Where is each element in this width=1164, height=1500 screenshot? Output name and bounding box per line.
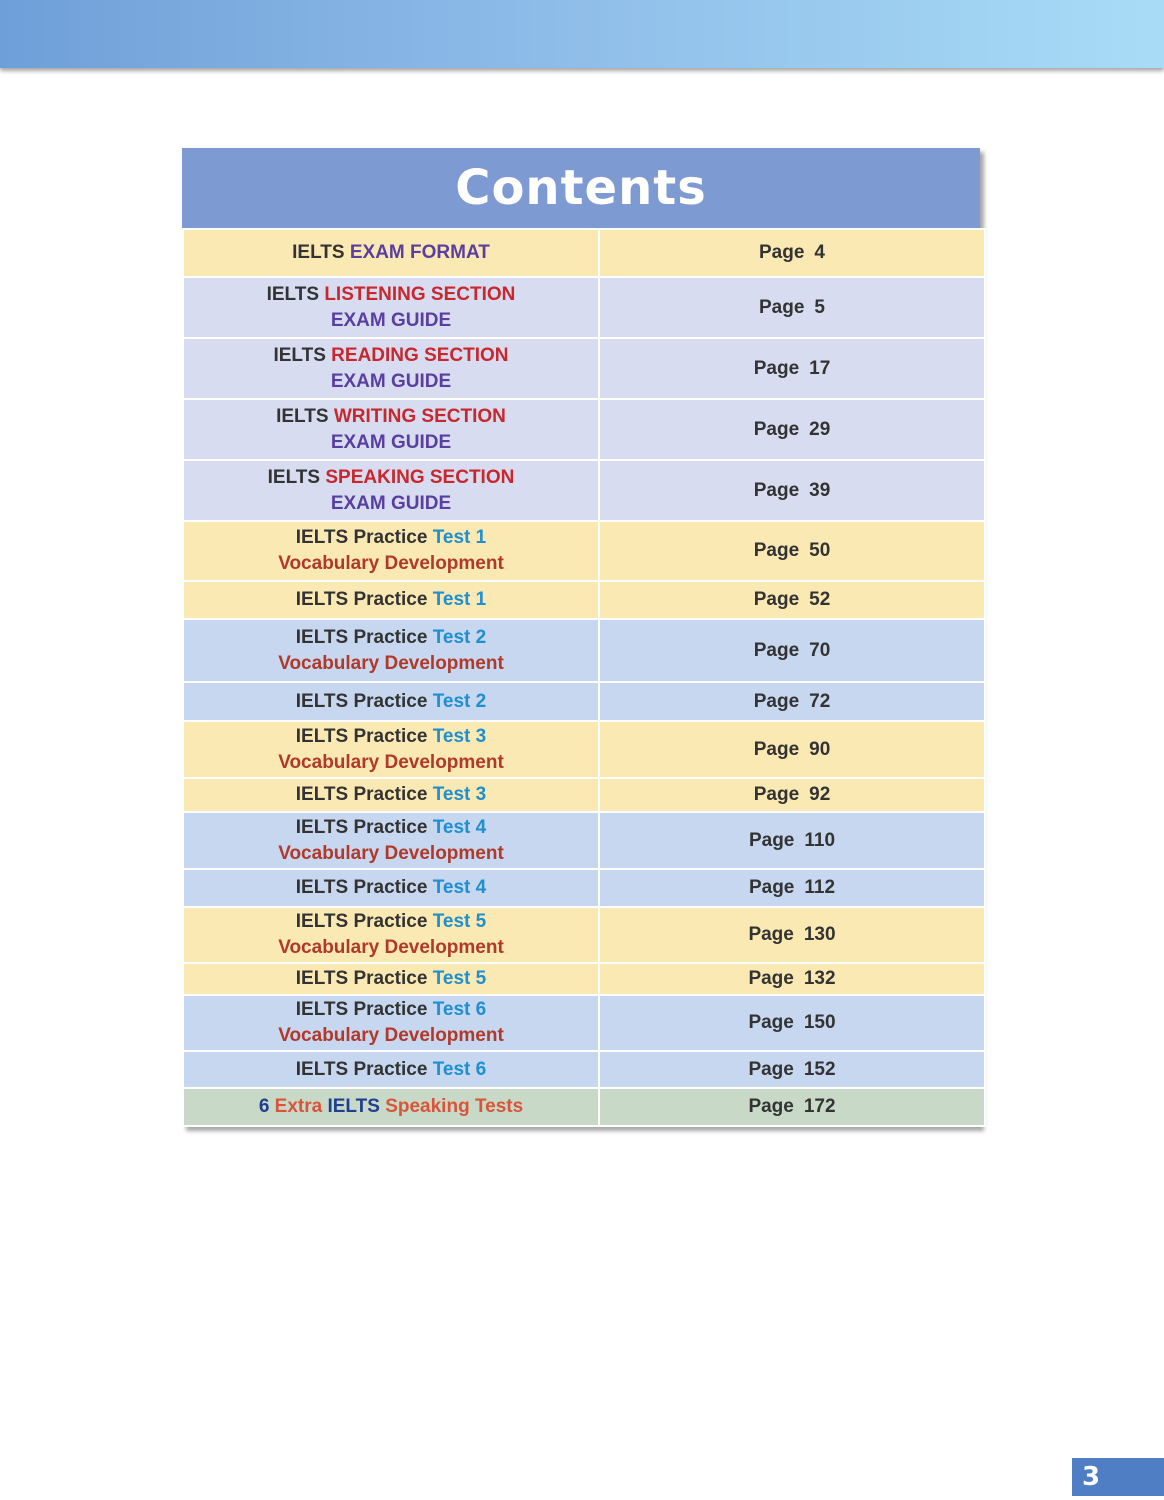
toc-entry-line (184, 525, 598, 551)
toc-entry-text: Test 2 (432, 626, 487, 648)
toc-entry-text: IELTS Practice (295, 784, 433, 805)
page-label: Page (753, 784, 800, 805)
toc-row (183, 682, 985, 721)
toc-entry-text: IELTS (267, 466, 326, 488)
toc-entry-title (183, 1088, 599, 1126)
toc-entry-page (599, 682, 985, 721)
page-label: Page (753, 639, 800, 661)
page-label: Page (748, 877, 795, 898)
toc-entry-page (599, 869, 985, 907)
toc-entry-text: Vocabulary Development (278, 553, 504, 574)
toc-rows (182, 228, 986, 1127)
toc-entry-line (184, 750, 598, 776)
toc-entry-line (184, 782, 598, 808)
toc-entry-title (183, 907, 599, 963)
toc-entry-title (183, 399, 599, 460)
contents-title: Contents (182, 148, 980, 228)
page-value: 39 (809, 479, 831, 501)
toc-entry-text: IELTS Practice (295, 999, 433, 1020)
toc-entry-line (184, 465, 598, 491)
toc-entry-title (183, 460, 599, 521)
toc-entry-text: READING SECTION (331, 344, 509, 366)
toc-row (183, 1051, 985, 1088)
toc-entry-line (184, 430, 598, 456)
toc-entry-line (184, 909, 598, 935)
toc-entry-page (599, 229, 985, 277)
toc-entry-text: Extra (274, 1096, 328, 1117)
toc-entry-line (184, 1094, 598, 1120)
page-value: 110 (804, 829, 836, 851)
toc-entry-line (184, 935, 598, 961)
toc-entry-title (183, 338, 599, 399)
toc-entry-title (183, 229, 599, 277)
toc-entry-text: Vocabulary Development (278, 751, 504, 773)
page-value: 29 (809, 418, 831, 440)
toc-entry-text: IELTS (276, 405, 334, 427)
page-label: Page (753, 479, 800, 501)
toc-row (183, 1088, 985, 1126)
page-value: 70 (809, 639, 831, 661)
toc-row (183, 229, 985, 277)
page-label: Page (753, 738, 800, 760)
toc-entry-page (599, 399, 985, 460)
toc-entry-line (184, 815, 598, 841)
toc-entry-title (183, 521, 599, 581)
toc-entry-line (184, 587, 598, 613)
toc-entry-text: Test 5 (432, 911, 487, 932)
toc-entry-text: IELTS (273, 344, 332, 366)
page-label: Page (753, 540, 800, 561)
toc-entry-page (599, 1088, 985, 1126)
toc-entry-text: EXAM FORMAT (349, 242, 490, 263)
toc-entry-line (184, 404, 598, 430)
toc-entry-title (183, 721, 599, 778)
top-banner (0, 0, 1164, 68)
toc-entry-text: IELTS Practice (295, 877, 433, 898)
page-label: Page (753, 690, 800, 712)
toc-entry-line (184, 369, 598, 395)
toc-entry-text: IELTS Practice (295, 589, 433, 610)
toc-entry-page (599, 460, 985, 521)
toc-entry-title (183, 812, 599, 869)
toc-entry-line (184, 625, 598, 651)
toc-entry-line (184, 551, 598, 577)
toc-entry-text: IELTS Practice (295, 911, 433, 932)
toc-row (183, 399, 985, 460)
toc-row (183, 995, 985, 1051)
page-value: 52 (809, 589, 831, 610)
toc-entry-page (599, 277, 985, 338)
toc-entry-text: IELTS Practice (295, 527, 433, 548)
toc-entry-page (599, 963, 985, 995)
page-value: 72 (809, 690, 831, 712)
toc-entry-text: Test 4 (432, 816, 487, 838)
toc-row (183, 581, 985, 619)
toc-entry-line (184, 689, 598, 715)
toc-entry-line (184, 651, 598, 677)
page-value: 112 (804, 877, 836, 898)
page-label: Page (753, 589, 800, 610)
toc-entry-title (183, 995, 599, 1051)
toc-entry-title (183, 581, 599, 619)
toc-row (183, 619, 985, 682)
toc-entry-page (599, 1051, 985, 1088)
toc-entry-text: Vocabulary Development (278, 937, 504, 958)
toc-entry-page (599, 907, 985, 963)
toc-entry-line (184, 1023, 598, 1049)
toc-entry-page (599, 521, 985, 581)
toc-entry-title (183, 963, 599, 995)
toc-entry-line (184, 841, 598, 867)
toc-entry-title (183, 869, 599, 907)
toc-row (183, 869, 985, 907)
page-value: 90 (809, 738, 831, 760)
toc-entry-line (184, 1057, 598, 1083)
toc-entry-text: Speaking Tests (385, 1096, 524, 1117)
toc-entry-text: Test 6 (432, 999, 487, 1020)
toc-entry-line (184, 282, 598, 308)
toc-entry-line (184, 997, 598, 1023)
toc-entry-text: Test 4 (432, 877, 487, 898)
toc-entry-line (184, 966, 598, 992)
toc-row (183, 963, 985, 995)
toc-entry-text: Test 1 (432, 589, 487, 610)
toc-entry-text: IELTS Practice (295, 1058, 433, 1080)
toc-entry-text: 6 (258, 1096, 275, 1117)
toc-entry-page (599, 581, 985, 619)
toc-entry-page (599, 338, 985, 399)
toc-entry-title (183, 1051, 599, 1088)
toc-entry-text: WRITING SECTION (333, 405, 506, 427)
toc-entry-text: Test 6 (432, 1058, 487, 1080)
toc-entry-text: EXAM GUIDE (330, 309, 452, 331)
toc-entry-text: EXAM GUIDE (330, 370, 452, 392)
page-label: Page (753, 357, 800, 379)
toc-entry-text: SPEAKING SECTION (325, 466, 515, 488)
page-value: 150 (803, 1012, 836, 1033)
page-value: 172 (803, 1096, 836, 1117)
toc-entry-line (184, 308, 598, 334)
toc-entry-text: Test 3 (432, 784, 487, 805)
toc-entry-text: IELTS (327, 1096, 386, 1117)
page-value: 50 (809, 540, 831, 561)
page-label: Page (748, 829, 795, 851)
toc-row (183, 907, 985, 963)
toc-entry-line (184, 240, 598, 266)
toc-entry-page (599, 721, 985, 778)
page-value: 5 (814, 296, 825, 318)
page-label: Page (759, 296, 805, 318)
toc-entry-text: Test 3 (432, 725, 487, 747)
toc-entry-page (599, 812, 985, 869)
page-number: 3 (1072, 1458, 1164, 1496)
toc-entry-page (599, 995, 985, 1051)
toc-entry-title (183, 778, 599, 812)
page-value: 92 (809, 784, 831, 805)
toc-entry-line (184, 343, 598, 369)
toc-entry-text: Vocabulary Development (278, 1025, 504, 1046)
page-value: 152 (803, 1058, 836, 1080)
toc-row (183, 721, 985, 778)
toc-entry-text: IELTS Practice (295, 968, 433, 989)
toc-entry-text: IELTS (266, 283, 325, 305)
toc-row (183, 460, 985, 521)
toc-entry-text: IELTS (292, 242, 350, 263)
contents-table (182, 148, 980, 1127)
toc-entry-text: LISTENING SECTION (324, 283, 516, 305)
page-value: 130 (803, 924, 836, 945)
toc-entry-text: IELTS Practice (295, 725, 433, 747)
toc-entry-text: IELTS Practice (295, 816, 433, 838)
page-value: 17 (809, 357, 831, 379)
toc-row (183, 338, 985, 399)
page-value: 4 (814, 242, 825, 263)
toc-entry-text: IELTS Practice (295, 690, 433, 712)
page-label: Page (748, 1096, 794, 1117)
toc-entry-text: EXAM GUIDE (330, 492, 452, 514)
toc-entry-line (184, 491, 598, 517)
toc-entry-title (183, 682, 599, 721)
toc-entry-title (183, 619, 599, 682)
toc-row (183, 778, 985, 812)
page-label: Page (748, 1012, 794, 1033)
page-label: Page (748, 924, 794, 945)
toc-row (183, 812, 985, 869)
page-label: Page (748, 1058, 794, 1080)
toc-row (183, 277, 985, 338)
toc-entry-text: Test 2 (432, 690, 487, 712)
toc-entry-text: EXAM GUIDE (330, 431, 452, 453)
page-label: Page (753, 418, 800, 440)
toc-entry-page (599, 619, 985, 682)
page-label: Page (759, 242, 805, 263)
toc-entry-text: Test 1 (432, 527, 487, 548)
toc-entry-line (184, 724, 598, 750)
toc-entry-text: Vocabulary Development (278, 652, 504, 674)
toc-row (183, 521, 985, 581)
toc-entry-line (184, 875, 598, 901)
toc-entry-text: IELTS Practice (295, 626, 433, 648)
toc-entry-page (599, 778, 985, 812)
toc-entry-text: Test 5 (432, 968, 487, 989)
page-value: 132 (803, 968, 836, 989)
toc-entry-title (183, 277, 599, 338)
page-label: Page (748, 968, 794, 989)
toc-entry-text: Vocabulary Development (278, 842, 504, 864)
